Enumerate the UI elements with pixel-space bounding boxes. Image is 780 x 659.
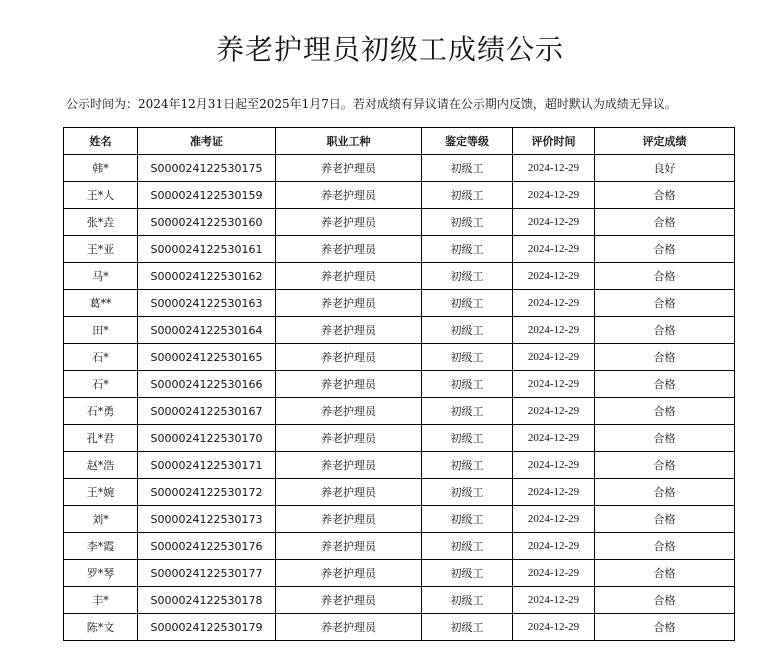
cell-ticket-number: S000024122530166 xyxy=(138,371,276,398)
header-evaluation-date: 评价时间 xyxy=(513,128,595,155)
table-row xyxy=(64,344,735,371)
cell-name: 王*婉 xyxy=(64,479,138,506)
cell-occupation: 养老护理员 xyxy=(276,344,422,371)
page-title: 养老护理员初级工成绩公示 xyxy=(215,33,564,66)
table-header-row xyxy=(64,128,735,155)
cell-name: 王*亚 xyxy=(64,236,138,263)
cell-ticket-number: S000024122530173 xyxy=(138,506,276,533)
cell-grade-level: 初级工 xyxy=(422,236,513,263)
cell-evaluation-date: 2024-12-29 xyxy=(513,587,595,614)
cell-evaluation-date: 2024-12-29 xyxy=(513,209,595,236)
cell-name: 罗*琴 xyxy=(64,560,138,587)
cell-ticket-number: S000024122530170 xyxy=(138,425,276,452)
cell-ticket-number: S000024122530164 xyxy=(138,317,276,344)
table-row xyxy=(64,533,735,560)
table-row xyxy=(64,425,735,452)
cell-evaluation-date: 2024-12-29 xyxy=(513,182,595,209)
table-row xyxy=(64,263,735,290)
cell-occupation: 养老护理员 xyxy=(276,155,422,182)
cell-evaluation-date: 2024-12-29 xyxy=(513,425,595,452)
cell-occupation: 养老护理员 xyxy=(276,587,422,614)
table-row xyxy=(64,452,735,479)
cell-name: 马* xyxy=(64,263,138,290)
cell-result: 合格 xyxy=(595,587,735,614)
cell-occupation: 养老护理员 xyxy=(276,263,422,290)
cell-occupation: 养老护理员 xyxy=(276,398,422,425)
cell-result: 合格 xyxy=(595,560,735,587)
cell-ticket-number: S000024122530175 xyxy=(138,155,276,182)
cell-ticket-number: S000024122530165 xyxy=(138,344,276,371)
cell-occupation: 养老护理员 xyxy=(276,560,422,587)
cell-grade-level: 初级工 xyxy=(422,506,513,533)
cell-grade-level: 初级工 xyxy=(422,155,513,182)
cell-evaluation-date: 2024-12-29 xyxy=(513,371,595,398)
table-row xyxy=(64,155,735,182)
cell-result: 良好 xyxy=(595,155,735,182)
cell-occupation: 养老护理员 xyxy=(276,425,422,452)
cell-ticket-number: S000024122530171 xyxy=(138,452,276,479)
cell-name: 陈*文 xyxy=(64,614,138,641)
cell-grade-level: 初级工 xyxy=(422,317,513,344)
cell-grade-level: 初级工 xyxy=(422,209,513,236)
table-row xyxy=(64,587,735,614)
table-row xyxy=(64,209,735,236)
cell-result: 合格 xyxy=(595,263,735,290)
cell-result: 合格 xyxy=(595,506,735,533)
cell-name: 田* xyxy=(64,317,138,344)
cell-result: 合格 xyxy=(595,317,735,344)
cell-grade-level: 初级工 xyxy=(422,452,513,479)
table-row xyxy=(64,290,735,317)
cell-ticket-number: S000024122530167 xyxy=(138,398,276,425)
cell-result: 合格 xyxy=(595,182,735,209)
cell-name: 赵*浩 xyxy=(64,452,138,479)
cell-occupation: 养老护理员 xyxy=(276,614,422,641)
cell-result: 合格 xyxy=(595,425,735,452)
header-name: 姓名 xyxy=(64,128,138,155)
cell-ticket-number: S000024122530163 xyxy=(138,290,276,317)
cell-name: 石*勇 xyxy=(64,398,138,425)
cell-name: 葛** xyxy=(64,290,138,317)
header-occupation: 职业工种 xyxy=(276,128,422,155)
table-row xyxy=(64,398,735,425)
cell-name: 韩* xyxy=(64,155,138,182)
cell-result: 合格 xyxy=(595,533,735,560)
cell-occupation: 养老护理员 xyxy=(276,506,422,533)
cell-name: 石* xyxy=(64,371,138,398)
cell-occupation: 养老护理员 xyxy=(276,371,422,398)
cell-ticket-number: S000024122530177 xyxy=(138,560,276,587)
cell-occupation: 养老护理员 xyxy=(276,479,422,506)
cell-grade-level: 初级工 xyxy=(422,560,513,587)
cell-result: 合格 xyxy=(595,209,735,236)
table-row xyxy=(64,479,735,506)
publicity-notice: 公示时间为：2024年12月31日起至2025年1月7日。若对成绩有异议请在公示期内反馈，超时默认为成绩无异议。 xyxy=(66,97,677,111)
cell-evaluation-date: 2024-12-29 xyxy=(513,614,595,641)
cell-evaluation-date: 2024-12-29 xyxy=(513,479,595,506)
cell-evaluation-date: 2024-12-29 xyxy=(513,398,595,425)
header-grade-level: 鉴定等级 xyxy=(422,128,513,155)
cell-grade-level: 初级工 xyxy=(422,263,513,290)
cell-name: 刘* xyxy=(64,506,138,533)
cell-evaluation-date: 2024-12-29 xyxy=(513,533,595,560)
cell-result: 合格 xyxy=(595,290,735,317)
cell-ticket-number: S000024122530160 xyxy=(138,209,276,236)
cell-evaluation-date: 2024-12-29 xyxy=(513,317,595,344)
cell-result: 合格 xyxy=(595,398,735,425)
cell-occupation: 养老护理员 xyxy=(276,182,422,209)
cell-evaluation-date: 2024-12-29 xyxy=(513,560,595,587)
table-row xyxy=(64,560,735,587)
cell-name: 石* xyxy=(64,344,138,371)
header-result: 评定成绩 xyxy=(595,128,735,155)
cell-evaluation-date: 2024-12-29 xyxy=(513,155,595,182)
cell-grade-level: 初级工 xyxy=(422,344,513,371)
cell-grade-level: 初级工 xyxy=(422,425,513,452)
header-ticket-number: 准考证 xyxy=(138,128,276,155)
results-body xyxy=(64,155,735,641)
cell-grade-level: 初级工 xyxy=(422,479,513,506)
results-table xyxy=(63,127,735,641)
cell-result: 合格 xyxy=(595,614,735,641)
cell-ticket-number: S000024122530159 xyxy=(138,182,276,209)
cell-grade-level: 初级工 xyxy=(422,533,513,560)
cell-name: 孔*君 xyxy=(64,425,138,452)
table-row xyxy=(64,506,735,533)
cell-ticket-number: S000024122530176 xyxy=(138,533,276,560)
cell-result: 合格 xyxy=(595,344,735,371)
cell-occupation: 养老护理员 xyxy=(276,452,422,479)
cell-evaluation-date: 2024-12-29 xyxy=(513,452,595,479)
cell-result: 合格 xyxy=(595,452,735,479)
cell-evaluation-date: 2024-12-29 xyxy=(513,263,595,290)
cell-grade-level: 初级工 xyxy=(422,371,513,398)
cell-occupation: 养老护理员 xyxy=(276,209,422,236)
cell-occupation: 养老护理员 xyxy=(276,236,422,263)
cell-evaluation-date: 2024-12-29 xyxy=(513,506,595,533)
cell-occupation: 养老护理员 xyxy=(276,533,422,560)
cell-evaluation-date: 2024-12-29 xyxy=(513,290,595,317)
cell-ticket-number: S000024122530179 xyxy=(138,614,276,641)
table-row xyxy=(64,317,735,344)
cell-grade-level: 初级工 xyxy=(422,398,513,425)
cell-ticket-number: S000024122530178 xyxy=(138,587,276,614)
cell-grade-level: 初级工 xyxy=(422,290,513,317)
table-row xyxy=(64,371,735,398)
cell-grade-level: 初级工 xyxy=(422,614,513,641)
cell-occupation: 养老护理员 xyxy=(276,290,422,317)
cell-grade-level: 初级工 xyxy=(422,182,513,209)
cell-evaluation-date: 2024-12-29 xyxy=(513,236,595,263)
table-row xyxy=(64,236,735,263)
cell-name: 李*霞 xyxy=(64,533,138,560)
cell-result: 合格 xyxy=(595,236,735,263)
table-row xyxy=(64,614,735,641)
cell-name: 王*人 xyxy=(64,182,138,209)
table-row xyxy=(64,182,735,209)
cell-occupation: 养老护理员 xyxy=(276,317,422,344)
cell-ticket-number: S000024122530162 xyxy=(138,263,276,290)
cell-result: 合格 xyxy=(595,371,735,398)
cell-grade-level: 初级工 xyxy=(422,587,513,614)
cell-result: 合格 xyxy=(595,479,735,506)
cell-ticket-number: S000024122530161 xyxy=(138,236,276,263)
cell-name: 张*垚 xyxy=(64,209,138,236)
cell-evaluation-date: 2024-12-29 xyxy=(513,344,595,371)
cell-name: 丰* xyxy=(64,587,138,614)
cell-ticket-number: S000024122530172 xyxy=(138,479,276,506)
